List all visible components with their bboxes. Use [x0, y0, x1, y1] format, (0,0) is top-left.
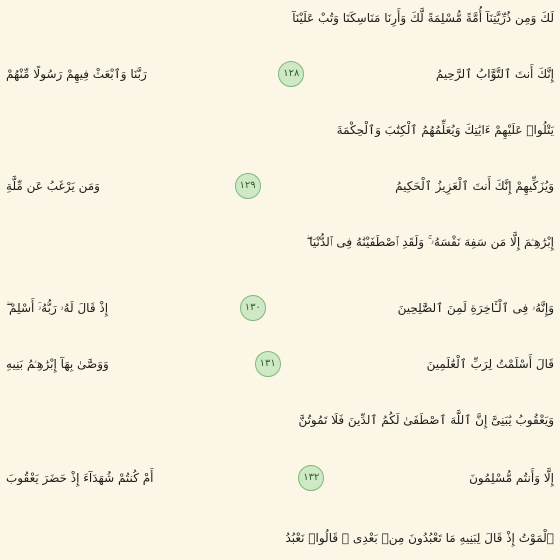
verse-line — [0, 166, 560, 206]
verse-text: إِلَّا وَأَنتُم مُّسْلِمُونَ — [469, 471, 554, 485]
verse-line — [0, 0, 560, 38]
verse-text: إِذْ قَالَ لَهُۥ رَبُّهُۥٓ أَسْلِمْ ۖ — [6, 301, 109, 315]
ayah-number: ١٣١ — [259, 358, 276, 369]
verse-text: يَتْلُوا۟ عَلَيْهِمْ ءَايَٰتِكَ وَيُعَلِّمُهُمُ ٱلْكِتَٰبَ وَٱلْحِكْمَةَ — [336, 123, 554, 137]
verse-line — [0, 458, 560, 498]
verse-text: أَمْ كُنتُمْ شُهَدَآءَ إِذْ حَضَرَ يَعْقُوبَ — [6, 471, 154, 485]
ayah-number-marker — [255, 351, 281, 377]
ayah-number: ١٣٠ — [244, 302, 261, 313]
ayah-number-marker — [240, 295, 266, 321]
verse-line — [0, 222, 560, 262]
verse-line — [0, 54, 560, 94]
ayah-number: ١٢٨ — [283, 68, 300, 79]
verse-line — [0, 518, 560, 558]
verse-text: وَمَن يَرْغَبُ عَن مِّلَّةِ — [6, 179, 100, 193]
verse-text: إِنَّكَ أَنتَ ٱلتَّوَّابُ ٱلرَّحِيمُ — [435, 67, 554, 81]
verse-text: وَيَعْقُوبُ يَٰبَنِىَّ إِنَّ ٱللَّهَ ٱصْطَفَىٰ لَكُمُ ٱلدِّينَ فَلَا تَمُوتُنَّ — [298, 413, 554, 427]
verse-line — [0, 110, 560, 150]
verse-line — [0, 400, 560, 440]
verse-line — [0, 288, 560, 328]
verse-text: قَالَ أَسْلَمْتُ لِرَبِّ ٱلْعَٰلَمِينَ — [426, 357, 554, 371]
ayah-number: ١٣٢ — [303, 472, 320, 483]
ayah-number-marker — [278, 61, 304, 87]
verse-text: ٱلْمَوْتُ إِذْ قَالَ لِبَنِيهِ مَا تَعْبُدُونَ مِنۢ بَعْدِى ۖ قَالُوا۟ نَعْبُدُ — [285, 531, 554, 545]
verse-line — [0, 344, 560, 384]
verse-text: رَبَّنَا وَٱبْعَثْ فِيهِمْ رَسُولًا مِّنْهُمْ — [6, 67, 147, 81]
verse-text: وَإِنَّهُۥ فِى ٱلْـَٔاخِرَةِ لَمِنَ ٱلصَّٰلِحِينَ — [397, 301, 554, 315]
verse-text: لَكَ وَمِن ذُرِّيَّتِنَآ أُمَّةً مُّسْلِمَةً لَّكَ وَأَرِنَا مَنَاسِكَنَا وَتُبْ عَلَيْنَآ — [292, 11, 554, 25]
verse-text: وَوَصَّىٰ بِهَآ إِبْرَٰهِـۧمُ بَنِيهِ — [6, 357, 109, 371]
verse-text: إِبْرَٰهِـۧمَ إِلَّا مَن سَفِهَ نَفْسَهُۥ ۚ وَلَقَدِ ٱصْطَفَيْنَٰهُ فِى ٱلدُّنْيَا ۖ — [306, 235, 554, 249]
ayah-number-marker — [298, 465, 324, 491]
ayah-number: ١٢٩ — [239, 180, 256, 191]
verse-text: وَيُزَكِّيهِمْ إِنَّكَ أَنتَ ٱلْعَزِيزُ ٱلْحَكِيمُ — [395, 179, 554, 193]
ayah-number-marker — [235, 173, 261, 199]
